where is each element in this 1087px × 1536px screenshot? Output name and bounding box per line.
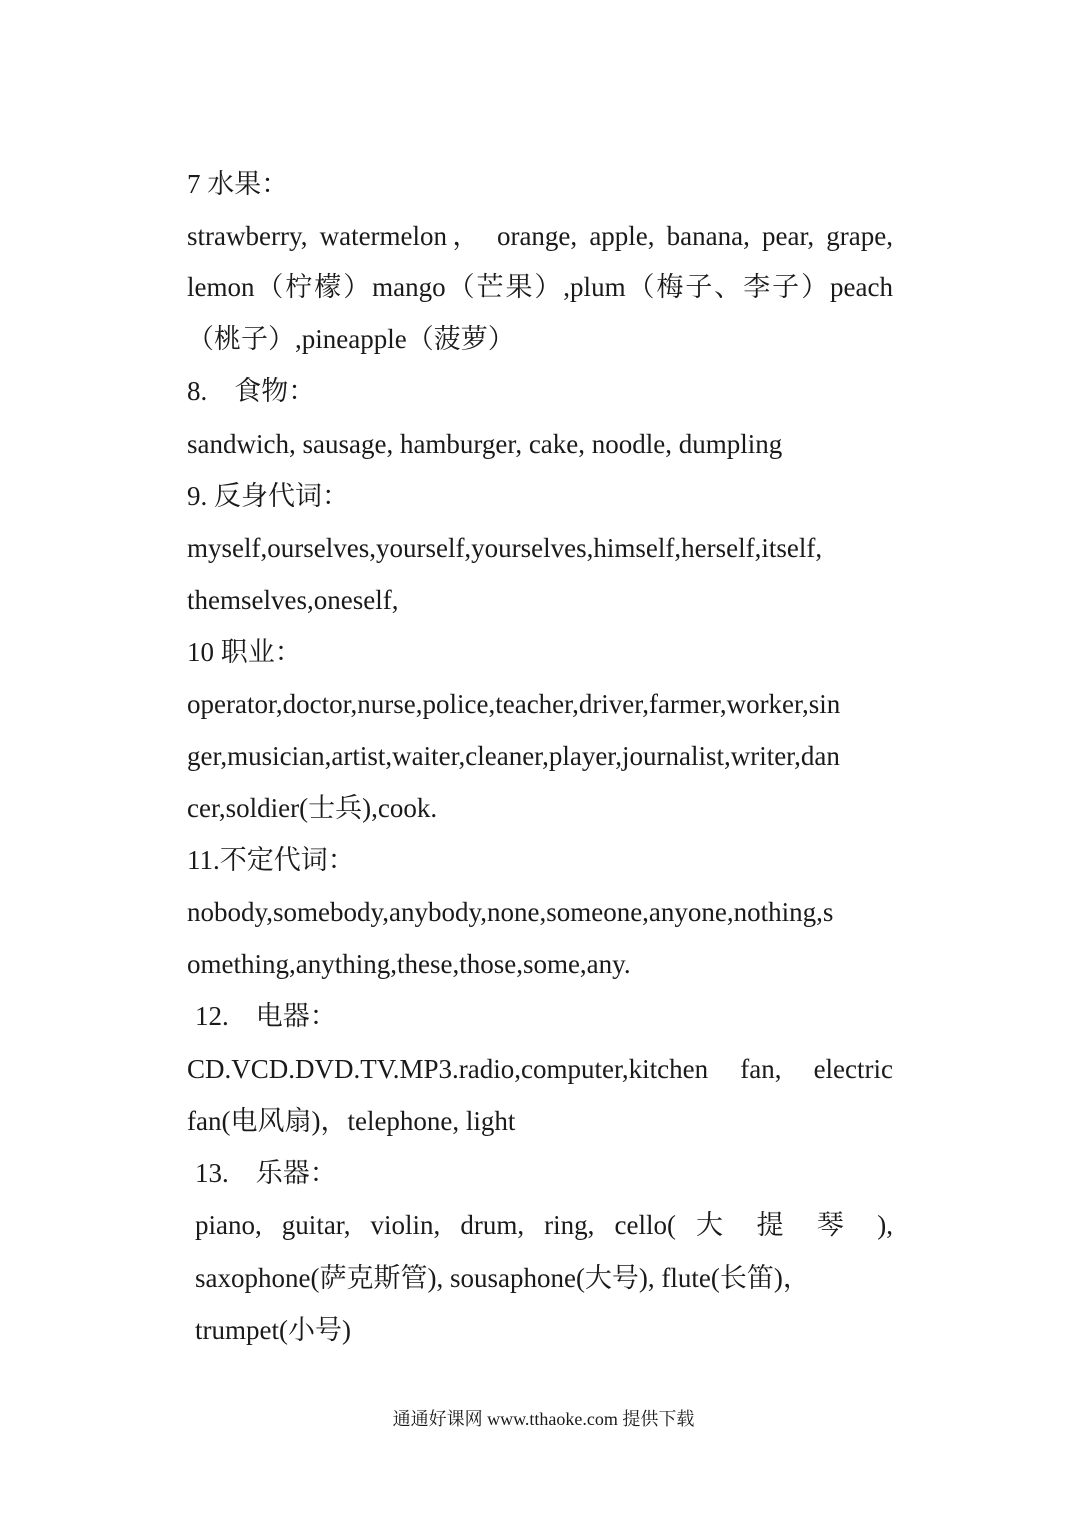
fruit-list-line-1: strawberry, watermelon， orange, apple, banana, pear, grape,	[187, 221, 893, 251]
heading-indefinite-pronouns: 11.不定代词：	[187, 845, 355, 875]
fruit-list-line-3: （桃子）,pineapple（菠萝）	[187, 324, 515, 354]
heading-food: 8. 食物：	[187, 376, 316, 406]
appliance-list-line-1: CD.VCD.DVD.TV.MP3.radio,computer,kitchen fan, electric	[187, 1054, 893, 1084]
heading-fruit: 7 水果：	[187, 169, 289, 199]
occupation-list-line-3: cer,soldier(士兵),cook.	[187, 793, 438, 823]
appliance-list-line-2: fan(电风扇)，telephone, light	[187, 1106, 516, 1136]
food-list-line-1: sandwich, sausage, hamburger, cake, noodle, dumpling	[187, 429, 783, 459]
occupation-list-line-1: operator,doctor,nurse,police,teacher,driver,farmer,worker,sin	[187, 689, 841, 719]
reflexive-list-line-1: myself,ourselves,yourself,yourselves,himself,herself,itself,	[187, 533, 823, 563]
heading-appliances: 12. 电器：	[195, 1001, 337, 1031]
heading-occupations: 10 职业：	[187, 637, 302, 667]
indefinite-list-line-1: nobody,somebody,anybody,none,someone,anyone,nothing,s	[187, 897, 834, 927]
heading-reflexive-pronouns: 9. 反身代词：	[187, 481, 349, 511]
instrument-list-line-3: trumpet(小号)	[195, 1315, 351, 1345]
instrument-list-line-2: saxophone(萨克斯管), sousaphone(大号), flute(长笛)，	[195, 1263, 810, 1293]
page-footer: 通通好课网 www.tthaoke.com 提供下载	[392, 1409, 695, 1429]
occupation-list-line-2: ger,musician,artist,waiter,cleaner,player,journalist,writer,dan	[187, 741, 840, 771]
indefinite-list-line-2: omething,anything,these,those,some,any.	[187, 949, 631, 979]
reflexive-list-line-2: themselves,oneself,	[187, 585, 399, 615]
instrument-list-line-1: piano, guitar, violin, drum, ring, cello( 大 提 琴 ),	[195, 1210, 893, 1240]
fruit-list-line-2: lemon（柠檬）mango（芒果）,plum（梅子、李子）peach	[187, 272, 893, 302]
heading-instruments: 13. 乐器：	[195, 1158, 337, 1188]
